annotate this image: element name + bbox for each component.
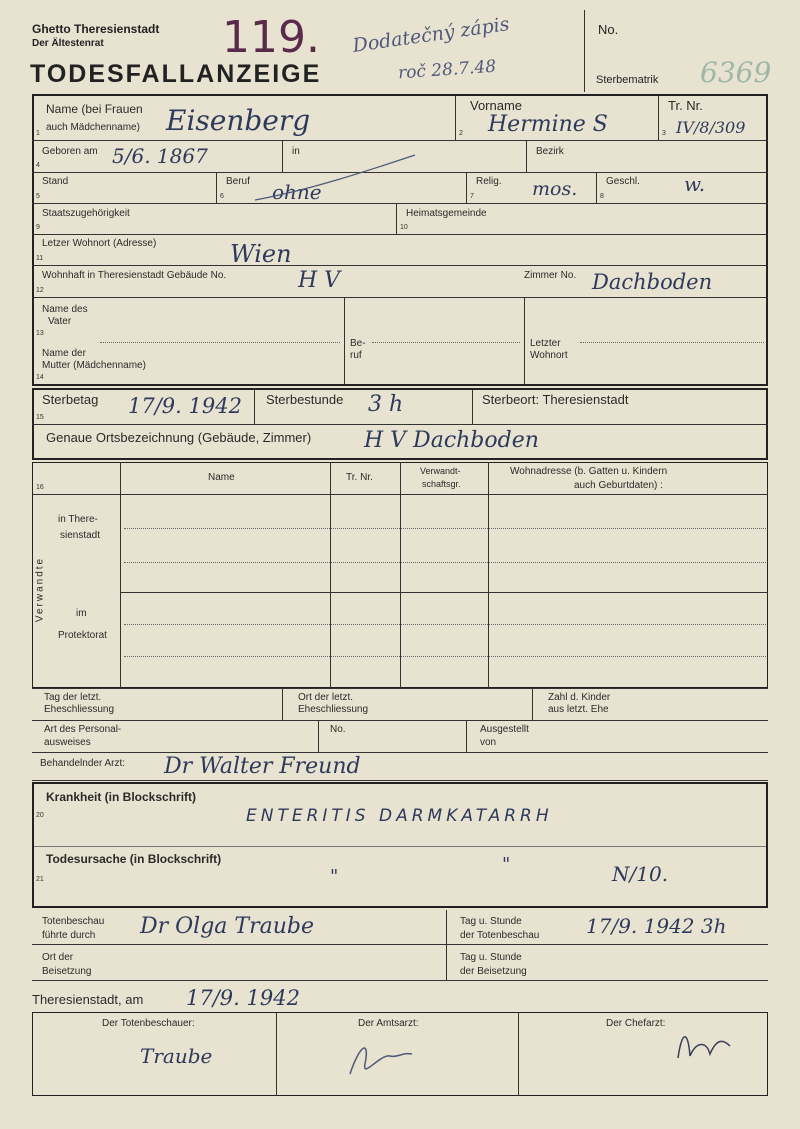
religion-label: Relig. [476, 176, 502, 187]
org-name: Ghetto Theresienstadt [32, 22, 160, 36]
pencil-note-line1: Dodatečný zápis [351, 13, 511, 57]
relatives-side-label: Verwandte [34, 556, 46, 623]
issued-label: Ausgestellt [480, 724, 529, 735]
cause-initials: N/10. [612, 862, 669, 886]
handwritten-number: 119. [222, 12, 320, 63]
father-label: Name des [42, 304, 88, 315]
mother-label: Name der [42, 348, 86, 359]
exact-place-value: H V Dachboden [364, 428, 539, 453]
exact-place-label: Genaue Ortsbezeichnung (Gebäude, Zimmer) [46, 430, 312, 445]
form-title: TODESFALLANZEIGE [30, 60, 322, 88]
residence-value: H V [298, 268, 341, 293]
death-hour-value: 3 h [368, 392, 404, 417]
parents-residence-label: Letzter [530, 338, 561, 349]
pen-stroke [250, 150, 420, 210]
exam-time-value: 17/9. 1942 3h [586, 914, 727, 938]
place-date-label: Theresienstadt, am [32, 992, 144, 1007]
parents-occupation-label: Be- [350, 338, 366, 349]
org-subtitle: Der Ältestenrat [32, 38, 104, 49]
group-protektorat: im [76, 608, 87, 619]
parents-occupation-label-line2: ruf [350, 350, 362, 361]
born-label: Geboren am [42, 146, 98, 157]
occupation-label: Beruf [226, 176, 250, 187]
mother-label-line2: Mutter (Mädchenname) [42, 360, 146, 371]
cause-ditto-2: " [502, 854, 511, 875]
sig2-label: Der Amtsarzt: [358, 1018, 419, 1029]
surname-value: Eisenberg [166, 104, 311, 137]
burial-place-label-line2: Beisetzung [42, 966, 92, 977]
sig3-signature [670, 1020, 740, 1070]
born-in-label: in [292, 146, 300, 157]
number-label: No. [598, 22, 619, 37]
last-residence-value: Wien [230, 240, 292, 268]
marriage-day-label-line2: Eheschliessung [44, 704, 115, 715]
occupation-value: ohne [272, 180, 322, 204]
sig2-signature [340, 1034, 420, 1084]
id-type-label-line2: ausweises [44, 737, 91, 748]
register-label: Sterbematrik [596, 74, 659, 86]
father-label-line2: Vater [48, 316, 72, 327]
burial-place-label: Ort der [42, 952, 74, 963]
examiner-value: Dr Olga Traube [140, 914, 314, 939]
burial-time-label: Tag u. Stunde [460, 952, 522, 963]
group-in-theresienstadt: in There- [58, 514, 98, 525]
children-label: Zahl d. Kinder [548, 692, 611, 703]
death-hour-label: Sterbestunde [266, 392, 344, 407]
marriage-day-label: Tag der letzt. [44, 692, 102, 703]
last-residence-label: Letzer Wohnort (Adresse) [42, 238, 157, 249]
place-date-value: 17/9. 1942 [186, 986, 300, 1010]
sex-value: w. [684, 172, 706, 196]
group-protektorat-line2: Protektorat [58, 630, 107, 641]
id-type-label: Art des Personal- [44, 724, 122, 735]
room-value: Dachboden [592, 270, 713, 294]
issued-label-line2: von [480, 737, 497, 748]
sex-label: Geschl. [606, 176, 640, 187]
death-day-label: Sterbetag [42, 392, 99, 407]
district-label: Bezirk [536, 146, 564, 157]
sig1-label: Der Totenbeschauer: [102, 1018, 195, 1029]
religion-value: mos. [532, 178, 578, 200]
col-relation-line2: schaftsgr. [422, 479, 461, 489]
cause-label: Todesursache (in Blockschrift) [46, 852, 222, 866]
room-label: Zimmer No. [524, 270, 577, 281]
col-address-line2: auch Geburtdaten) : [574, 480, 663, 491]
col-name: Name [208, 472, 235, 483]
register-number: 6369 [700, 56, 772, 89]
exam-time-label-line2: der Totenbeschau [460, 930, 540, 941]
born-value: 5/6. 1867 [112, 144, 208, 168]
pencil-note-line2: roč 28.7.48 [397, 56, 497, 84]
name-label-text: Name (bei Frauen [46, 102, 143, 116]
trnr-label: Tr. Nr. [668, 98, 703, 113]
marriage-place-label: Ort der letzt. [298, 692, 354, 703]
exam-time-label: Tag u. Stunde [460, 916, 522, 927]
firstname-value: Hermine S [488, 112, 608, 137]
trnr-value: IV/8/309 [676, 118, 746, 137]
name-label-line2: auch Mädchenname) [46, 122, 140, 133]
cause-ditto-1: " [330, 866, 339, 887]
doctor-label: Behandelnder Arzt: [40, 758, 126, 769]
citizenship-label: Staatszugehörigkeit [42, 208, 130, 219]
disease-value: ENTERITIS DARMKATARRH [246, 806, 553, 826]
col-address: Wohnadresse (b. Gatten u. Kindern [510, 466, 668, 477]
children-label-line2: aus letzt. Ehe [548, 704, 609, 715]
col-trnr: Tr. Nr. [346, 472, 373, 483]
id-no-label: No. [330, 724, 346, 735]
home-community-label: Heimatsgemeinde [406, 208, 487, 219]
burial-time-label-line2: der Beisetzung [460, 966, 527, 977]
group-in-theresienstadt-line2: sienstadt [60, 530, 101, 541]
death-day-value: 17/9. 1942 [128, 394, 242, 418]
name-label [46, 104, 143, 115]
parents-residence-label-line2: Wohnort [530, 350, 568, 361]
disease-label: Krankheit (in Blockschrift) [46, 790, 197, 804]
doctor-value: Dr Walter Freund [164, 754, 361, 779]
firstname-label: Vorname [470, 98, 523, 113]
sig1-value: Traube [140, 1044, 213, 1068]
marriage-place-label-line2: Eheschliessung [298, 704, 369, 715]
col-relation: Verwandt- [420, 466, 461, 476]
residence-label: Wohnhaft in Theresienstadt Gebäude No. [42, 270, 227, 281]
examiner-label: Totenbeschau [42, 916, 105, 927]
examiner-label-line2: führte durch [42, 930, 96, 941]
death-place-label: Sterbeort: Theresienstadt [482, 392, 629, 407]
sig3-label: Der Chefarzt: [606, 1018, 666, 1029]
status-label: Stand [42, 176, 69, 187]
